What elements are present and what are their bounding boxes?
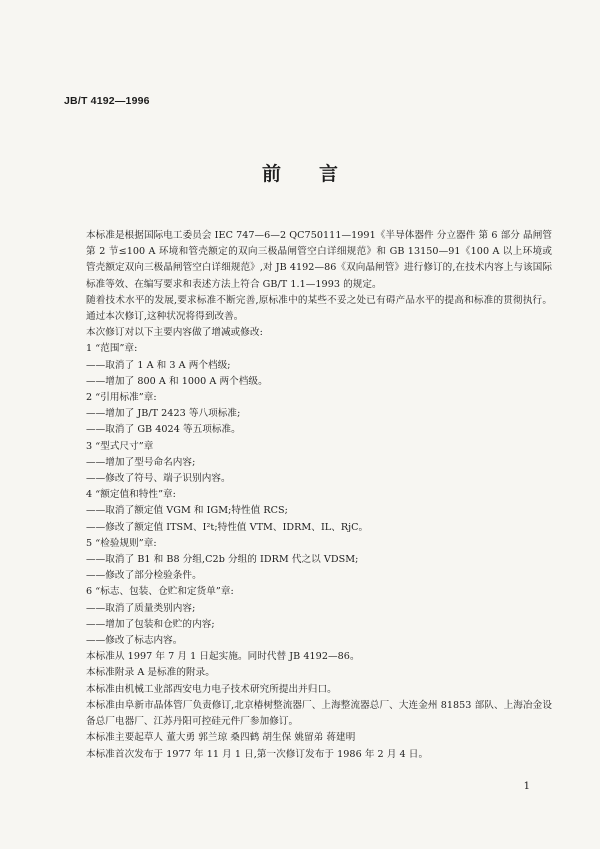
paragraph-drafters: 本标准主要起草人 董大勇 郭兰琼 桑四鹤 胡生保 姚留弟 蒋建明 (86, 732, 356, 744)
list-item-dimensions-change-2: ——修改了符号、端子识别内容。 (86, 473, 231, 485)
paragraph-basis: 本标准是根据国际电工委员会 IEC 747—6—2 QC750111—1991《半导体器件 分立器件 第 6 部分 晶闸管 第 2 节≤100 A 环境和管壳额定的双向三极晶闸管空白详细规范》和 GB 13150—91《100 A 以上环境或管壳额定双向三极晶闸管空白详细规范》,对 JB 4192—86《双向晶闸管》进行修订的,在技术内容上与该国际标准等效、在编写要求和表述方法上符合 GB/T 1.1—1993 的规定。 (86, 230, 552, 290)
list-item-scope-heading: 1 “范围”章: (86, 343, 138, 355)
paragraph-publication-history: 本标准首次发布于 1977 年 11 月 1 日,第一次修订发布于 1986 年 2 月 4 日。 (86, 748, 429, 760)
list-item-ratings-change-1: ——取消了额定值 VGM 和 IGM;特性值 RCS; (86, 505, 288, 517)
paragraph-revision-intro: 本次修订对以下主要内容做了增减或修改: (86, 327, 263, 339)
list-item-inspection-change-2: ——修改了部分检验条件。 (86, 570, 202, 582)
list-item-ratings-heading: 4 “额定值和特性”章: (86, 489, 176, 501)
paragraph-effective-date: 本标准从 1997 年 7 月 1 日起实施。同时代替 JB 4192—86。 (86, 651, 360, 663)
list-item-dimensions-heading: 3 “型式尺寸”章 (86, 440, 154, 452)
paragraph-appendix: 本标准附录 A 是标准的附录。 (86, 667, 215, 679)
list-item-marking-change-2: ——增加了包装和仓贮的内容; (86, 618, 215, 630)
list-item-scope-change-2: ——增加了 800 A 和 1000 A 两个档级。 (86, 375, 268, 387)
list-item-references-heading: 2 “引用标准”章: (86, 392, 157, 404)
page-number: 1 (523, 781, 530, 792)
list-item-references-change-2: ——取消了 GB 4024 等五项标准。 (86, 424, 241, 436)
list-item-inspection-heading: 5 “检验规则”章: (86, 537, 157, 549)
list-item-inspection-change-1: ——取消了 B1 和 B8 分组,C2b 分组的 IDRM 代之以 VDSM; (86, 554, 359, 566)
standard-code: JB/T 4192—1996 (64, 95, 150, 107)
paragraph-proposer: 本标准由机械工业部西安电力电子技术研究所提出并归口。 (86, 683, 337, 695)
list-item-dimensions-change-1: ——增加了型号命名内容; (86, 456, 196, 468)
document-body (66, 228, 552, 763)
paragraph-reason: 随着技术水平的发展,要求标准不断完善,原标准中的某些不妥之处已有碍产品水平的提高和标准的贯彻执行。通过本次修订,这种状况将得到改善。 (86, 294, 552, 323)
list-item-references-change-1: ——增加了 JB/T 2423 等八项标准; (86, 408, 241, 420)
list-item-ratings-change-2: ——修改了额定值 ITSM、I²t;特性值 VTM、IDRM、IL、RjC。 (86, 521, 369, 533)
list-item-marking-change-3: ——修改了标志内容。 (86, 635, 183, 647)
paragraph-revisers: 本标准由阜新市晶体管厂负责修订,北京椿树整流器厂、上海整流器总厂、大连金州 81853 部队、上海冶金设备总厂电器厂、江苏丹阳可控硅元件厂参加修订。 (86, 699, 552, 728)
list-item-scope-change-1: ——取消了 1 A 和 3 A 两个档级; (86, 359, 231, 371)
page-title: 前言 (261, 163, 376, 185)
list-item-marking-heading: 6 “标志、包装、仓贮和定货单”章: (86, 586, 234, 598)
list-item-marking-change-1: ——取消了质量类别内容; (86, 602, 196, 614)
